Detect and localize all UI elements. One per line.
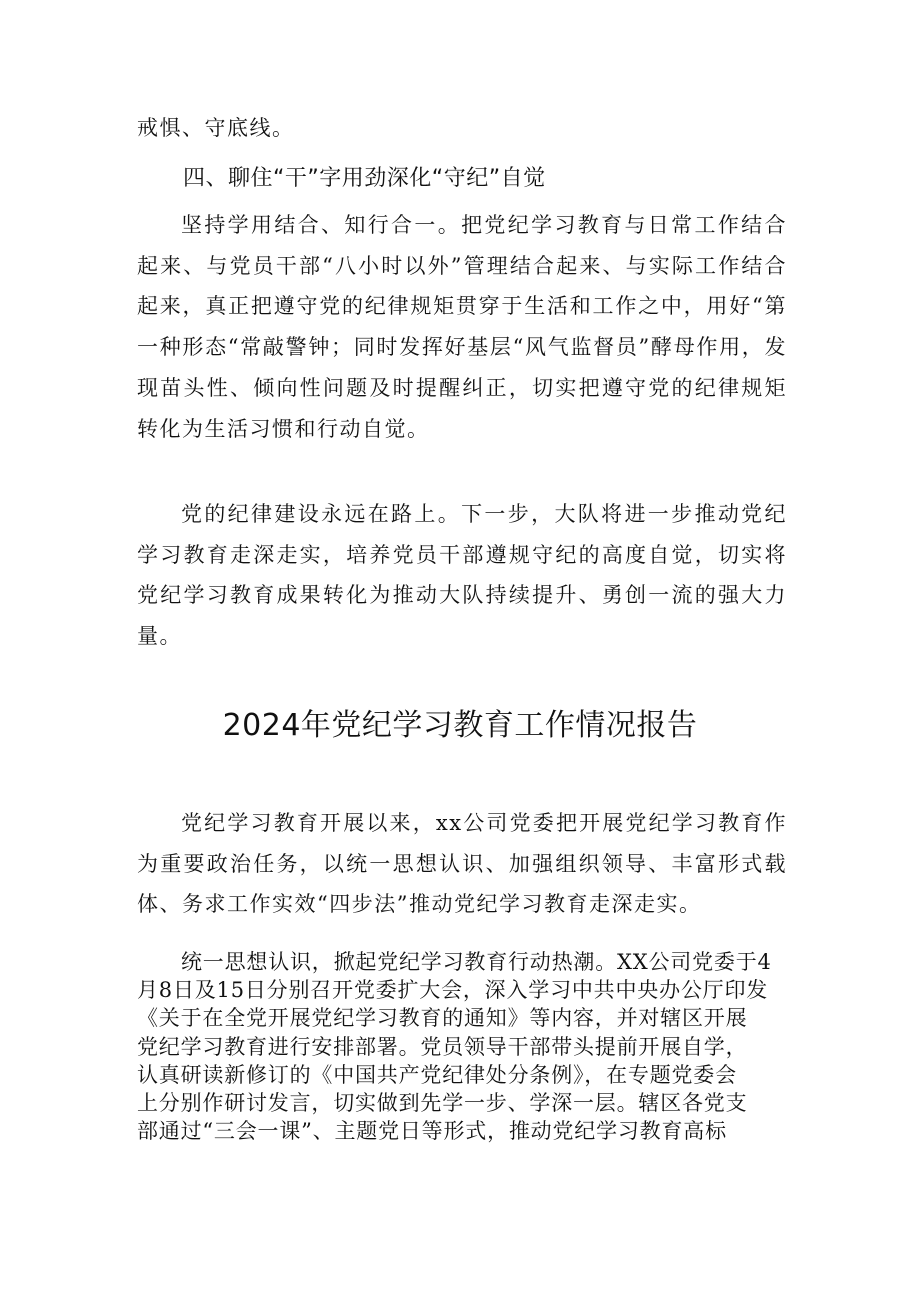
continuation-text: 戒惧、守底线。	[137, 116, 295, 140]
report-title: 2024年党纪学习教育工作情况报告	[222, 708, 698, 743]
section-paragraph: 坚持学用结合、知行合一。把党纪学习教育与日常工作结合起来、与党员干部“八小时以外”管理结合起来、与实际工作结合起来，真正把遵守党的纪律规矩贯穿于生活和工作之中，用好“第一种形态“常敲警钟；同时发挥好基层“风气监督员”酵母作用，发现苗头性、倾向性问题及时提醒纠正，切实把遵守党的纪律规矩转化为生活习惯和行动自觉。	[137, 213, 787, 441]
text-line: 上分别作研讨发言，切实做到先学一步、学深一层。辖区各党支	[137, 1091, 748, 1116]
text-line: 党纪学习教育进行安排部署。党员领导干部带头提前开展自学，	[137, 1034, 748, 1059]
text-line: 部通过“三会一课”、主题党日等形式，推动党纪学习教育高标	[137, 1119, 727, 1144]
text-line: 月8日及15日分别召开党委扩大会，深入学习中共中央办公厅印发	[137, 978, 769, 1003]
closing-paragraph: 党的纪律建设永远在路上。下一步，大队将进一步推动党纪学习教育走深走实，培养党员干部遵规守纪的高度自觉，切实将党纪学习教育成果转化为推动大队持续提升、勇创一流的强大力量。	[137, 502, 787, 649]
text-line: 认真研读新修订的《中国共产党纪律处分条例》，在专题党委会	[137, 1062, 737, 1087]
report-intro-paragraph: 党纪学习教育开展以来，xx公司党委把开展党纪学习教育作为重要政治任务，以统一思想认识、加强组织领导、丰富形式载体、务求工作实效“四步法”推动党纪学习教育走深走实。	[137, 811, 787, 917]
section-heading: 四、聊住“干”字用劲深化“守纪”自觉	[183, 166, 546, 191]
text-line: 统一思想认识，掀起党纪学习教育行动热潮。XX公司党委于4	[181, 950, 772, 974]
text-line: 《关于在全党开展党纪学习教育的通知》等内容，并对辖区开展	[137, 1006, 748, 1031]
report-body-paragraph	[137, 948, 797, 1145]
